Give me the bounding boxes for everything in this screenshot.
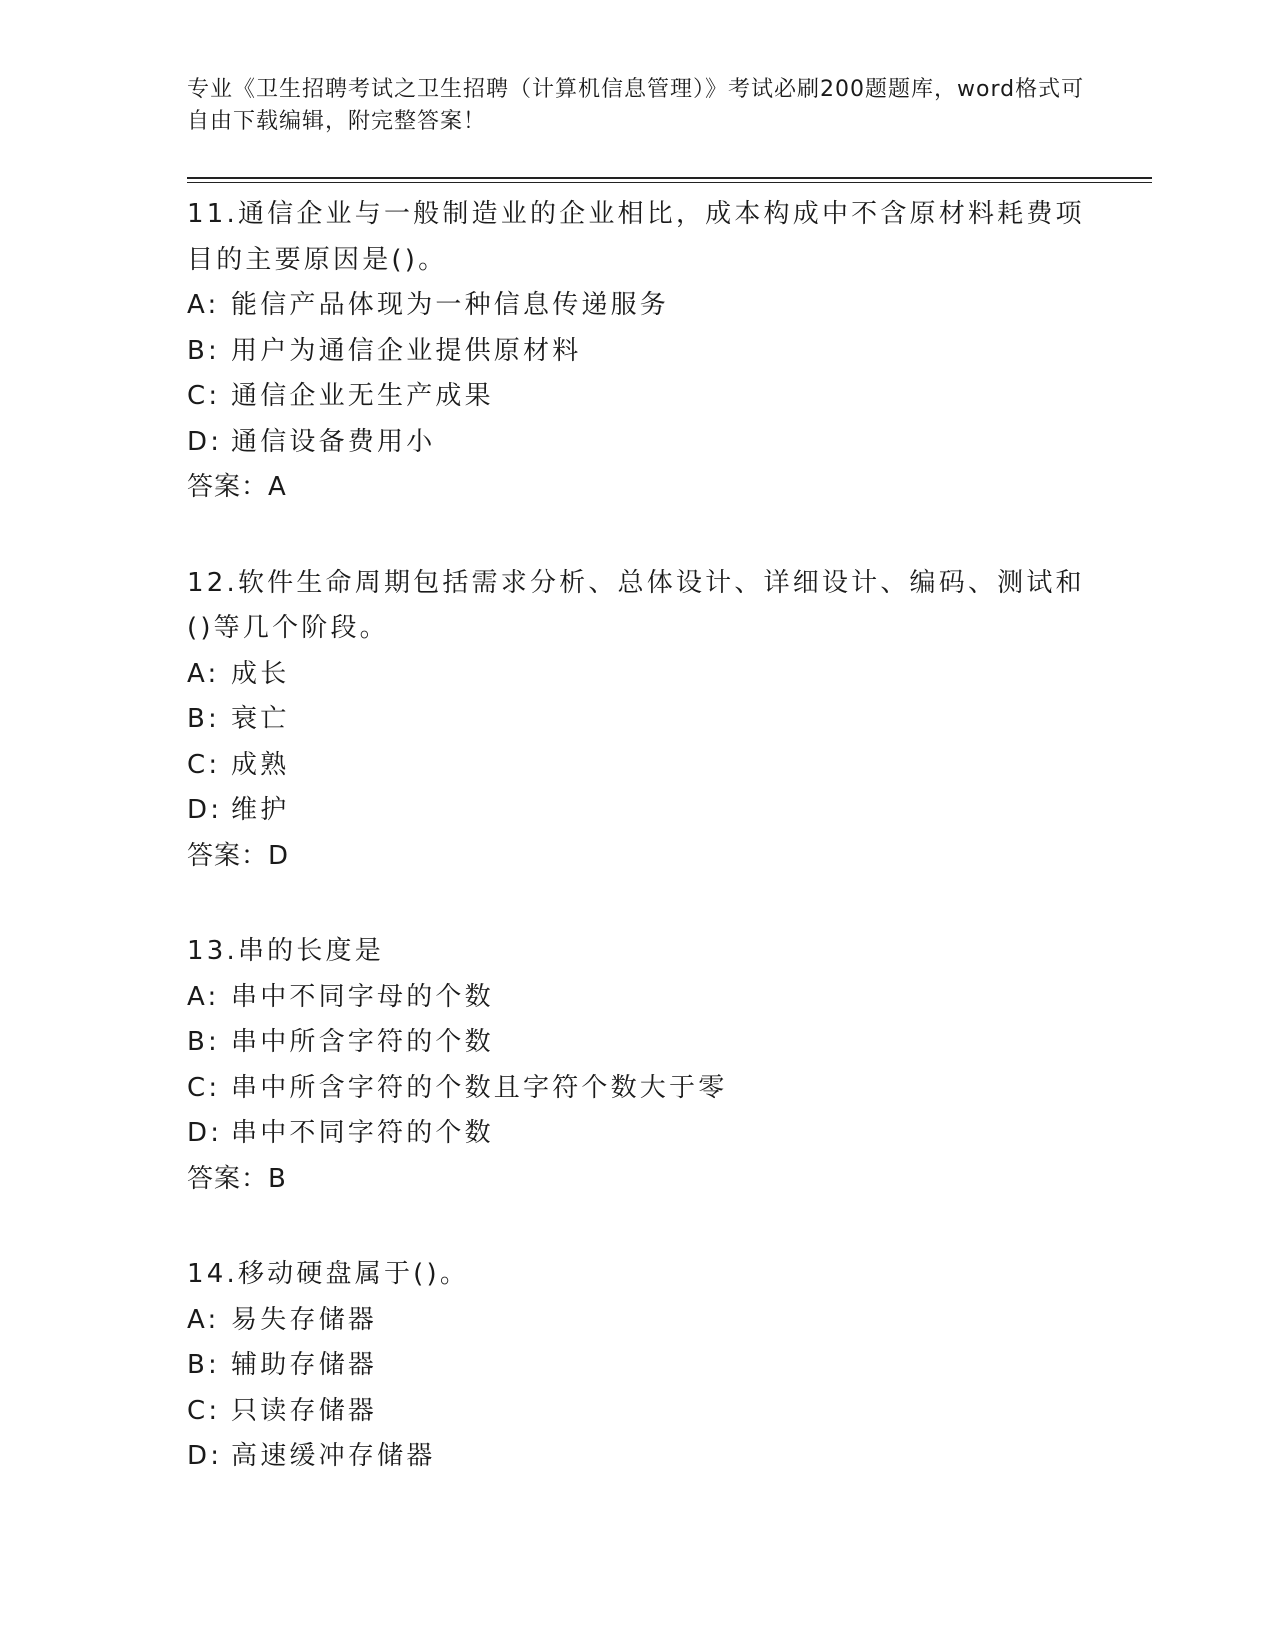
question-text: 12.软件生命周期包括需求分析、总体设计、详细设计、编码、测试和()等几个阶段。 — [187, 567, 1085, 643]
option-text: 通信企业无生产成果 — [231, 381, 494, 411]
option-letter: D: — [187, 426, 223, 457]
question-11 — [187, 188, 1087, 511]
option-letter: A: — [187, 658, 220, 689]
option-d — [187, 420, 1087, 466]
answer-line: 答案：D — [187, 840, 290, 871]
question-text: 11.通信企业与一般制造业的企业相比，成本构成中不含原材料耗费项目的主要原因是()。 — [187, 199, 1085, 275]
option-c — [187, 1066, 1087, 1112]
option-text: 高速缓冲存储器 — [231, 1441, 436, 1471]
question-12 — [187, 557, 1087, 880]
option-text: 只读存储器 — [231, 1395, 378, 1426]
option-b — [187, 1020, 1087, 1066]
option-a — [187, 283, 1087, 329]
option-letter: D: — [187, 1441, 223, 1471]
answer-line: 答案：B — [187, 1163, 287, 1194]
option-d — [187, 1434, 1087, 1480]
option-b — [187, 697, 1087, 743]
answer-line: 答案：A — [187, 472, 287, 502]
option-text: 能信产品体现为一种信息传递服务 — [231, 290, 670, 320]
option-text: 易失存储器 — [231, 1304, 378, 1335]
option-b — [187, 1343, 1087, 1389]
option-letter: B: — [187, 1350, 220, 1380]
question-text: 14.移动硬盘属于()。 — [187, 1259, 470, 1289]
option-c — [187, 1389, 1087, 1435]
option-text: 串中所含字符的个数 — [231, 1027, 494, 1057]
option-letter: C: — [187, 1395, 221, 1426]
option-c — [187, 743, 1087, 789]
option-text: 串中不同字符的个数 — [231, 1118, 494, 1148]
option-text: 用户为通信企业提供原材料 — [231, 335, 582, 366]
option-letter: C: — [187, 381, 221, 411]
option-text: 成长 — [231, 658, 290, 689]
option-letter: C: — [187, 749, 221, 780]
header-divider — [187, 177, 1152, 184]
option-text: 辅助存储器 — [231, 1350, 378, 1380]
question-list — [187, 188, 1087, 1526]
option-text: 维护 — [231, 795, 290, 825]
option-letter: D: — [187, 795, 223, 825]
option-d — [187, 788, 1087, 834]
option-text: 成熟 — [231, 749, 290, 780]
option-letter: B: — [187, 704, 220, 734]
option-letter: A: — [187, 290, 220, 320]
option-letter: C: — [187, 1072, 221, 1103]
divider-line-thin — [187, 182, 1152, 183]
option-text: 通信设备费用小 — [231, 426, 436, 457]
question-13 — [187, 925, 1087, 1202]
option-letter: D: — [187, 1118, 223, 1148]
option-text: 串中所含字符的个数且字符个数大于零 — [231, 1072, 728, 1103]
divider-line-thick — [187, 177, 1152, 179]
option-a — [187, 652, 1087, 698]
option-d — [187, 1111, 1087, 1157]
option-b — [187, 329, 1087, 375]
question-14 — [187, 1248, 1087, 1480]
option-letter: A: — [187, 1304, 220, 1335]
option-text: 串中不同字母的个数 — [231, 981, 494, 1012]
option-letter: A: — [187, 981, 220, 1012]
option-text: 衰亡 — [231, 704, 290, 734]
option-c — [187, 374, 1087, 420]
option-a — [187, 1298, 1087, 1344]
question-text: 13.串的长度是 — [187, 936, 384, 966]
option-letter: B: — [187, 335, 220, 366]
option-a — [187, 975, 1087, 1021]
document-header: 专业《卫生招聘考试之卫生招聘（计算机信息管理）》考试必刷200题题库，word格式可自由下载编辑，附完整答案！ — [187, 77, 1085, 134]
option-letter: B: — [187, 1027, 220, 1057]
